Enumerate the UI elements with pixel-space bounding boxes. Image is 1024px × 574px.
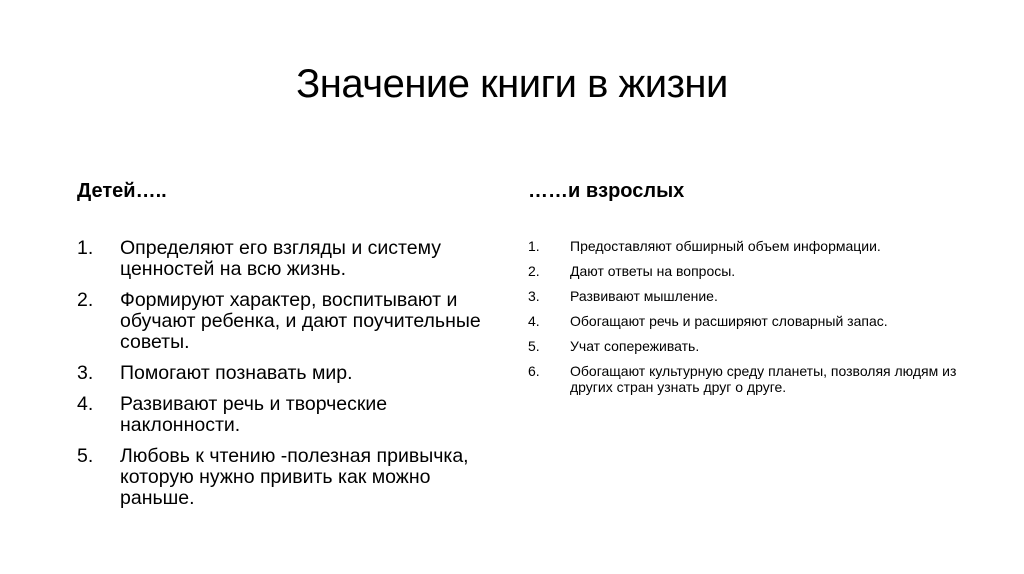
list-item	[528, 363, 958, 395]
list-item	[77, 290, 507, 353]
item-text: Помогают познавать мир.	[120, 362, 353, 384]
list-item	[77, 238, 507, 280]
item-number: 6.	[528, 363, 540, 379]
item-number: 1.	[77, 237, 94, 259]
item-text: Учат сопереживать.	[570, 338, 700, 354]
list-item	[77, 363, 507, 384]
item-text: Развивают речь и творческие наклонности.	[120, 393, 388, 436]
slide-title: Значение книги в жизни	[296, 62, 728, 106]
item-number: 3.	[528, 288, 540, 304]
children-list	[77, 238, 507, 519]
item-text: Любовь к чтению -полезная привычка, которую нужно привить как можно раньше.	[120, 445, 469, 509]
item-text: Развивают мышление.	[570, 288, 718, 304]
list-item	[77, 446, 507, 509]
list-item	[528, 238, 958, 254]
item-text: Формируют характер, воспитывают и обучают ребенка, и дают поучительные советы.	[120, 289, 481, 353]
item-text: Обогащают речь и расширяют словарный запас.	[570, 313, 888, 329]
item-number: 4.	[528, 313, 540, 329]
item-number: 1.	[528, 238, 540, 254]
item-number: 4.	[77, 393, 94, 415]
item-text: Предоставляют обширный объем информации.	[570, 238, 881, 254]
adults-list	[528, 238, 958, 404]
list-item	[77, 394, 507, 436]
item-text: Дают ответы на вопросы.	[570, 263, 736, 279]
item-text: Определяют его взгляды и систему ценностей на всю жизнь.	[120, 237, 441, 280]
item-number: 2.	[77, 289, 94, 311]
item-text: Обогащают культурную среду планеты, позволяя людям из других стран узнать друг о друге.	[570, 363, 957, 395]
right-column-heading: ……и взрослых	[528, 180, 685, 202]
list-item	[528, 313, 958, 329]
item-number: 3.	[77, 362, 94, 384]
left-column-heading: Детей…..	[77, 180, 167, 202]
item-number: 5.	[77, 445, 94, 467]
item-number: 5.	[528, 338, 540, 354]
list-item	[528, 288, 958, 304]
list-item	[528, 338, 958, 354]
item-number: 2.	[528, 263, 540, 279]
list-item	[528, 263, 958, 279]
